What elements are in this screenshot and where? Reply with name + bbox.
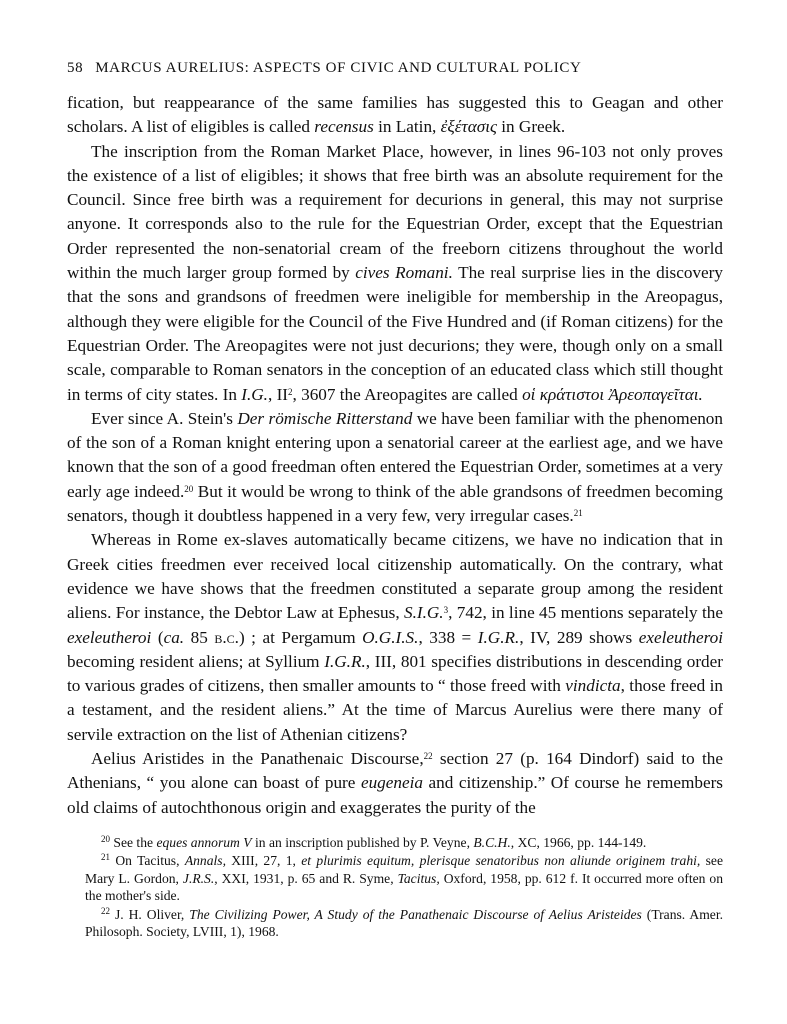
footnote-ref-22: 22 xyxy=(423,751,433,762)
paragraph-4: Whereas in Rome ex-slaves automatically became citizens, we have no indication that in Greek cities freedmen ever received local citizenship automatically. On the contrary, what evidence we have shows that the freedmen constituted a separate group among the resident aliens. For instance, the Debtor Law at Ephesus, S.I.G.$^3$, 742, in line 45 mentions separately the exeleutheroi (ca. 85 b.c.) ; at Pergamum O.G.I.S., 338 = I.G.R., IV, 289 shows exeleutheroi becoming resident aliens; at Syllium I.G.R., III, 801 specifies distributions in descending order to various grades of citizens, then smaller amounts to “ those freed with vindicta, those freed in a testament, and the resident aliens.” At the time of Marcus Aurelius were there many of servile extraction on the list of Athenian citizens? xyxy=(67,530,723,744)
body-text xyxy=(67,91,723,820)
footnote-22: $^{22}$ J. H. Oliver, The Civilizing Power, A Study of the Panathenaic Discourse of Aelius Aristeides (Trans. Amer. Philosoph. Society, LVIII, 1), 1968. xyxy=(85,905,723,939)
paragraph-5: Aelius Aristides in the Panathenaic Discourse,$^{22}$ section 27 (p. 164 Dindorf) said to the Athenians, “ you alone can boast of pure eugeneia and citizenship.” Of course he remembers old claims of autochthonous origin and exaggerates the purity of the xyxy=(67,749,723,817)
footnote-21: $^{21}$ On Tacitus, Annals, XIII, 27, 1, et plurimis equitum, plerisque senatoribus non aliunde originem trahi, see Mary L. Gordon, J.R.S., XXI, 1931, p. 65 and R. Syme, Tacitus, Oxford, 1958, pp. 612 f. It occurred more often on the mother's side. xyxy=(85,852,724,904)
page-number: 58 xyxy=(67,60,84,76)
paragraph-3: Ever since A. Stein's Der römische Ritterstand we have been familiar with the phenomenon of the son of a Roman knight entering upon a senatorial career at the earliest age, and we have known that the son of a good freedman often entered the Equestrian Order, sometimes at a very early age indeed.$^{20}$ But it would be wrong to think of the able grandsons of freedmen becoming senators, though it doubtless happened in a very few, very irregular cases.$^{21}$ xyxy=(67,408,723,526)
paragraph-1: fication, but reappearance of the same families has suggested this to Geagan and other scholars. A list of eligibles is called recensus in Latin, ἐξέτασις in Greek. xyxy=(67,93,723,137)
paragraph-2: The inscription from the Roman Market Place, however, in lines 96-103 not only proves the existence of a list of eligibles; it shows that free birth was an absolute requirement for the Council. Since free birth was a requirement for decurions in general, this may not surprise anyone. It corresponds also to the rule for the Equestrian Order, except that the Equestrian Order represented the non-senatorial cream of the freeborn citizens throughout the world within the much larger group formed by cives Romani. The real surprise lies in the discovery that the sons and grandsons of freedmen were ineligible for membership in the Areopagus, although they were eligible for the Council of the Five Hundred and (if Roman citizens) for the Equestrian Order. The Areopagites were not just decurions; they were, though only on a small scale, comparable to Roman senators in the conception of an educated class which still thought in terms of city states. In I.G., $II^2$, 3607 the Areopagites are called οἱ κράτιστοι Ἀρεοπαγεῖται. xyxy=(67,141,723,404)
running-header xyxy=(67,60,723,77)
footnote-ref-20: 20 xyxy=(184,483,194,494)
footnote-separator xyxy=(67,820,723,834)
footnote-ref-21: 21 xyxy=(573,508,583,519)
page xyxy=(67,60,723,941)
footnotes xyxy=(85,834,723,940)
running-title: MARCUS AURELIUS: ASPECTS OF CIVIC AND CULTURAL POLICY xyxy=(95,60,582,76)
footnote-20: $^{20}$ See the eques annorum V in an inscription published by P. Veyne, B.C.H., XC, 1966, pp. 144-149. xyxy=(101,833,647,850)
